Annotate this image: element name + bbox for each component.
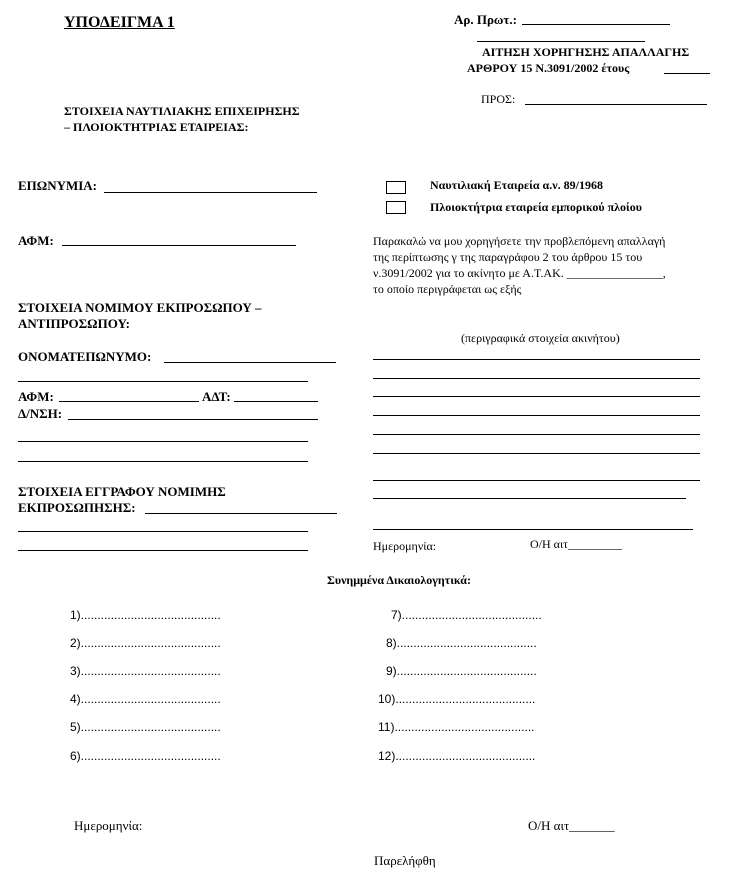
adt-line[interactable]: [234, 401, 318, 402]
attachment-item[interactable]: 6)..........................................: [70, 749, 221, 763]
request-title-line-1: ΑΙΤΗΣΗ ΧΟΡΗΓΗΣΗΣ ΑΠΑΛΛΑΓΗΣ: [482, 45, 690, 59]
document-line-3[interactable]: [18, 550, 308, 551]
description-line[interactable]: [373, 378, 700, 379]
attachment-item[interactable]: 8)..........................................: [386, 636, 537, 650]
address-label: Δ/ΝΣΗ:: [18, 406, 63, 421]
attachment-item[interactable]: 10)..........................................: [378, 692, 536, 706]
document-title: ΥΠΟΔΕΙΓΜΑ 1: [64, 14, 175, 31]
recipient-label: ΠΡΟΣ:: [481, 92, 516, 106]
attachment-item[interactable]: 2)..........................................: [70, 636, 221, 650]
option-2-checkbox[interactable]: [386, 201, 406, 214]
company-afm-label: ΑΦΜ:: [18, 233, 54, 248]
description-line[interactable]: [373, 359, 700, 360]
option-2-label: Πλοιοκτήτρια εταιρεία εμπορικού πλοίου: [430, 200, 642, 214]
attachment-item[interactable]: 12)..........................................: [378, 749, 536, 763]
footer-applicant-label: Ο/Η αιτ_______: [528, 818, 615, 833]
protocol-number-line[interactable]: [522, 24, 670, 25]
company-section-title-1: ΣΤΟΙΧΕΙΑ ΝΑΥΤΙΛΙΑΚΗΣ ΕΠΙΧΕΙΡΗΣΗΣ: [64, 104, 300, 118]
fullname-line-2[interactable]: [18, 381, 308, 382]
document-section-title-1: ΣΤΟΙΧΕΙΑ ΕΓΓΡΑΦΟΥ ΝΟΜΙΜΗΣ: [18, 484, 226, 499]
document-line[interactable]: [145, 513, 337, 514]
eponymia-line[interactable]: [104, 192, 317, 193]
eponymia-label: ΕΠΩΝΥΜΙΑ:: [18, 178, 98, 193]
signature-applicant-label: Ο/Η αιτ_________: [530, 537, 623, 551]
footer-date-label: Ημερομηνία:: [74, 818, 143, 833]
description-line[interactable]: [373, 453, 700, 454]
attachment-item[interactable]: 3)..........................................: [70, 664, 221, 678]
option-1-label: Ναυτιλιακή Εταιρεία α.ν. 89/1968: [430, 178, 603, 192]
description-line[interactable]: [373, 434, 700, 435]
address-line-2[interactable]: [18, 441, 308, 442]
representative-afm-line[interactable]: [59, 401, 199, 402]
address-line-3[interactable]: [18, 461, 308, 462]
attachment-item[interactable]: 1)..........................................: [70, 608, 221, 622]
request-text-line-2: της περίπτωσης γ της παραγράφου 2 του άρθρου 15 του: [373, 250, 643, 264]
adt-label: ΑΔΤ:: [202, 389, 231, 404]
representative-section-title-2: ΑΝΤΙΠΡΟΣΩΠΟΥ:: [18, 316, 131, 331]
company-section-title-2: – ΠΛΟΙΟΚΤΗΤΡΙΑΣ ΕΤΑΙΡΕΙΑΣ:: [64, 120, 249, 134]
signature-date-label: Ημερομηνία:: [373, 539, 437, 553]
header-separator-line: [477, 41, 645, 42]
description-line[interactable]: [373, 415, 700, 416]
request-title-line-2: ΑΡΘΡΟΥ 15 Ν.3091/2002 έτους: [467, 61, 630, 75]
recipient-line[interactable]: [525, 104, 707, 105]
request-text-line-1: Παρακαλώ να μου χορηγήσετε την προβλεπόμενη απαλλαγή: [373, 234, 666, 248]
attachment-item[interactable]: 9)..........................................: [386, 664, 537, 678]
description-line[interactable]: [373, 529, 693, 530]
protocol-number-label: Αρ. Πρωτ.:: [454, 12, 517, 27]
description-line[interactable]: [373, 396, 700, 397]
fullname-label: ΟΝΟΜΑΤΕΠΩΝΥΜΟ:: [18, 349, 152, 364]
fullname-line[interactable]: [164, 362, 336, 363]
address-line[interactable]: [68, 419, 318, 420]
company-afm-line[interactable]: [62, 245, 296, 246]
request-text-line-4: το οποίο περιγράφεται ως εξής: [373, 282, 522, 296]
representative-afm-label: ΑΦΜ:: [18, 389, 54, 404]
description-label: (περιγραφικά στοιχεία ακινήτου): [461, 331, 620, 345]
attachment-item[interactable]: 7)..........................................: [391, 608, 542, 622]
attachment-item[interactable]: 5)..........................................: [70, 720, 221, 734]
document-line-2[interactable]: [18, 531, 308, 532]
year-line[interactable]: [664, 73, 710, 74]
description-line[interactable]: [373, 480, 700, 481]
attachments-title: Συνημμένα Δικαιολογητικά:: [327, 573, 471, 587]
representative-section-title-1: ΣΤΟΙΧΕΙΑ ΝΟΜΙΜΟΥ ΕΚΠΡΟΣΩΠΟΥ –: [18, 300, 262, 315]
option-1-checkbox[interactable]: [386, 181, 406, 194]
description-line[interactable]: [373, 498, 686, 499]
request-text-line-3: ν.3091/2002 για το ακίνητο με Α.Τ.ΑΚ. ________________,: [373, 266, 666, 280]
document-section-title-2: ΕΚΠΡΟΣΩΠΗΣΗΣ:: [18, 500, 136, 515]
attachment-item[interactable]: 4)..........................................: [70, 692, 221, 706]
received-label: Παρελήφθη: [374, 853, 436, 868]
attachment-item[interactable]: 11)..........................................: [378, 720, 535, 734]
